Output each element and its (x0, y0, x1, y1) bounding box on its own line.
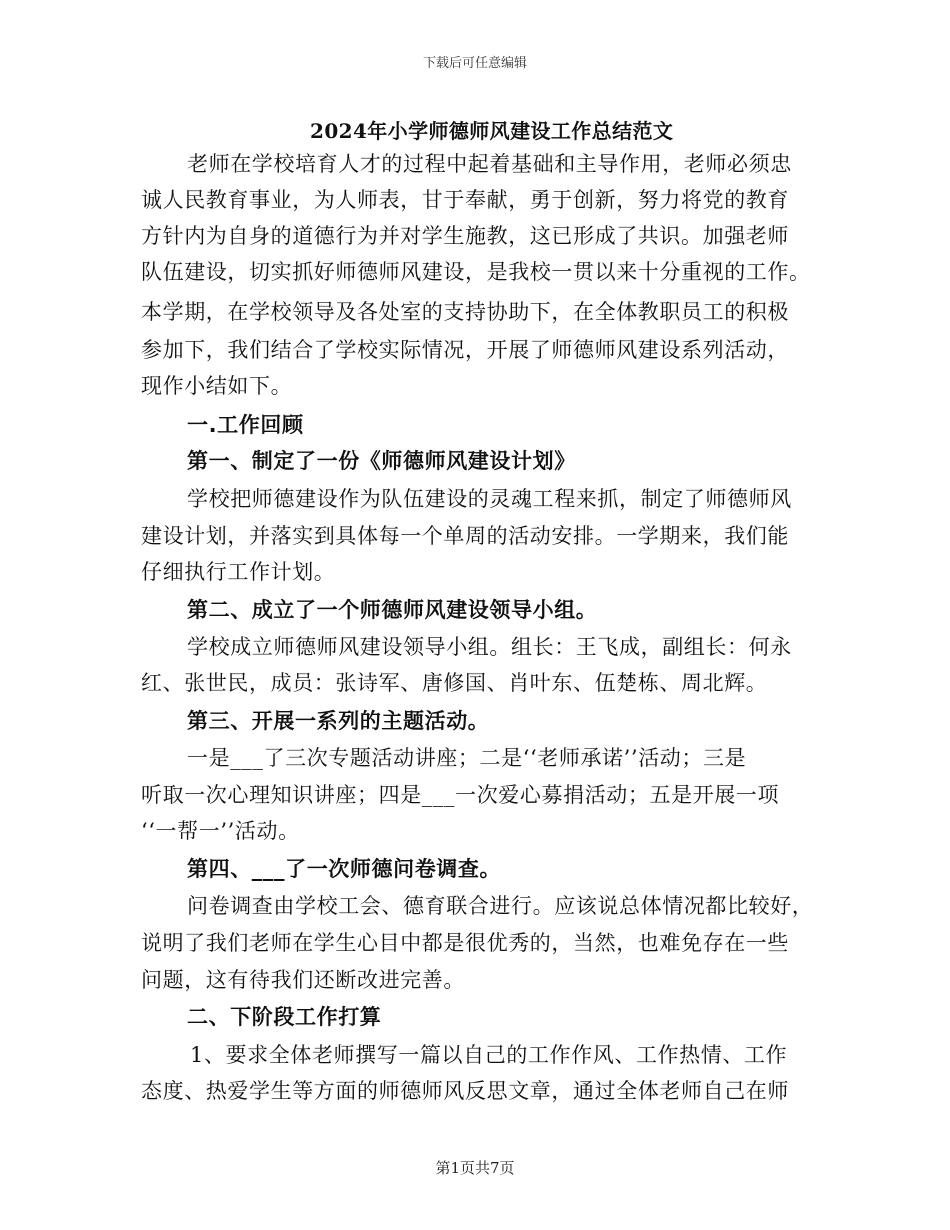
intro-line-5: 本学期，在学校领导及各处室的支持协助下，在全体教职员工的积极 (141, 300, 789, 324)
section-heading-review: 一.工作回顾 (187, 413, 304, 437)
page-header-note: 下载后可任意编辑 (422, 56, 527, 71)
item1-line-3: 仔细执行工作计划。 (141, 560, 336, 584)
section-heading-plan: 二、下阶段工作打算 (187, 1005, 382, 1029)
intro-line-7: 现作小结如下。 (141, 374, 293, 398)
item3-line-1: 一是___了三次专题活动讲座；二是‘‘老师承诺’’活动；三是 (187, 746, 747, 770)
intro-line-2: 诚人民教育事业，为人师表，甘于奉献，勇于创新，努力将党的教育 (141, 188, 789, 212)
item3-heading: 第三、开展一系列的主题活动。 (187, 709, 490, 733)
item1-heading: 第一、制定了一份《师德师风建设计划》 (187, 449, 576, 473)
intro-line-3: 方针内为自身的道德行为并对学生施教，这已形成了共识。加强老师 (141, 224, 789, 248)
item4-line-1: 问卷调查由学校工会、德育联合进行。应该说总体情况都比较好， (187, 894, 814, 918)
item2-line-2: 红、张世民，成员：张诗军、唐修国、肖叶东、伍楚栋、周北辉。 (141, 671, 768, 695)
item3-line-3: ‘‘一帮一’’活动。 (141, 819, 300, 843)
intro-line-6: 参加下，我们结合了学校实际情况，开展了师德师风建设系列活动， (141, 338, 789, 362)
item2-heading: 第二、成立了一个师德师风建设领导小组。 (187, 598, 598, 622)
item4-heading: 第四、___了一次师德问卷调查。 (187, 857, 502, 881)
item3-line-2: 听取一次心理知识讲座；四是___一次爱心募捐活动；五是开展一项 (141, 783, 780, 807)
plan-line-1: 1、要求全体老师撰写一篇以自己的工作作风、工作热情、工作 (190, 1043, 788, 1067)
item4-line-3: 问题，这有待我们还断改进完善。 (141, 968, 465, 992)
item1-line-2: 建设计划，并落实到具体每一个单周的活动安排。一学期来，我们能 (141, 524, 789, 548)
item1-line-1: 学校把师德建设作为队伍建设的灵魂工程来抓，制定了师德师风 (187, 487, 792, 511)
item2-line-1: 学校成立师德师风建设领导小组。组长：王飞成，副组长：何永 (187, 635, 792, 659)
intro-line-4: 队伍建设，切实抓好师德师风建设，是我校一贯以来十分重视的工作。 (141, 260, 811, 284)
intro-line-1: 老师在学校培育人才的过程中起着基础和主导作用，老师必须忠 (187, 152, 792, 176)
page-number: 第1页共7页 (435, 1159, 515, 1177)
plan-line-2: 态度、热爱学生等方面的师德师风反思文章，通过全体老师自己在师 (141, 1079, 789, 1103)
item4-line-2: 说明了我们老师在学生心目中都是很优秀的，当然，也难免存在一些 (141, 931, 789, 955)
document-title: 2024年小学师德师风建设工作总结范文 (310, 119, 674, 143)
